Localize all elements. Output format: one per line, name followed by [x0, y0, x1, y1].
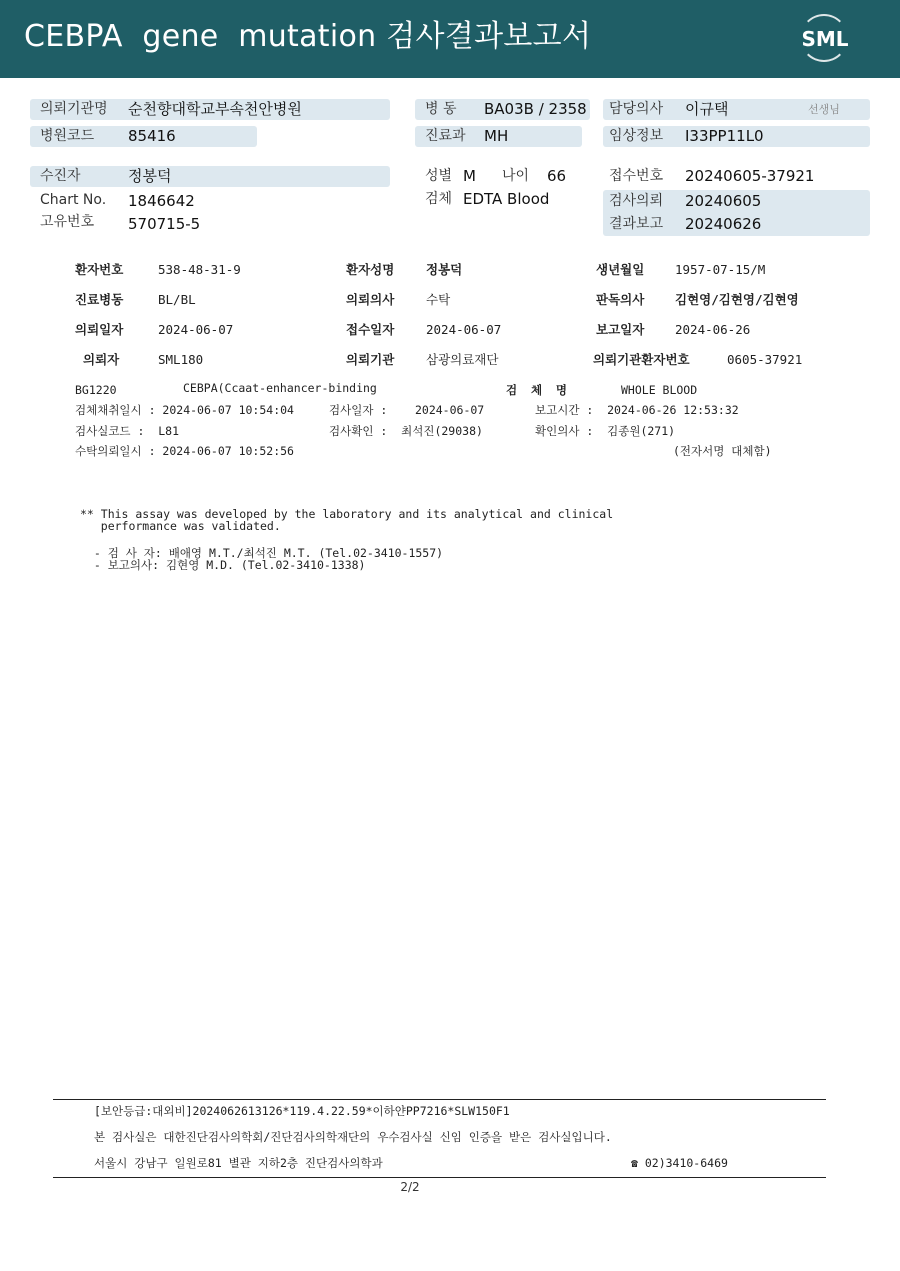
- institution-label: 의뢰기관명: [40, 101, 108, 117]
- birth-date-label: 생년월일: [596, 262, 645, 277]
- unique-no-value: 570715-5: [128, 215, 201, 233]
- department-label: 진료과: [425, 128, 466, 144]
- specimen-label: 검체: [425, 191, 453, 207]
- test-code: BG1220: [75, 383, 117, 397]
- address-line: 서울시 강남구 일원로81 별관 지하2층 진단검사의학과: [94, 1156, 383, 1170]
- report-title: CEBPA gene mutation 검사결과보고서: [24, 19, 592, 54]
- assay-note-line2: performance was validated.: [80, 519, 281, 533]
- specimen-value: EDTA Blood: [463, 190, 550, 208]
- sex-label: 성별: [425, 168, 453, 184]
- requesting-doctor-label: 의뢰의사: [346, 292, 395, 307]
- request-date-value: 2024-06-07: [158, 322, 234, 337]
- physician-label: 담당의사: [609, 101, 664, 117]
- sex-value: M: [463, 167, 476, 185]
- physician-suffix: 선생님: [808, 103, 840, 116]
- reporter-line: - 보고의사: 김현영 M.D. (Tel.02-3410-1338): [80, 558, 366, 572]
- requesting-institution-value: 삼광의료재단: [426, 352, 499, 367]
- physician-value: 이규택: [685, 100, 729, 118]
- specimen-name-value: WHOLE BLOOD: [621, 383, 698, 397]
- page-number: 2/2: [400, 1180, 420, 1194]
- hospital-code-label: 병원코드: [40, 128, 95, 144]
- phone-line: ☎ 02)3410-6469: [631, 1156, 728, 1170]
- age-label: 나이: [502, 168, 530, 184]
- specimen-name-label: 검 체 명: [506, 383, 568, 397]
- confirming-doctor: 확인의사 : 김종원(271): [535, 424, 676, 438]
- patient-bg: [30, 166, 390, 187]
- institution-value: 순천향대학교부속천안병원: [128, 100, 302, 118]
- requesting-doctor-value: 수탁: [426, 292, 451, 307]
- request-date-label: 의뢰일자: [75, 322, 124, 337]
- clinical-info-value: I33PP11L0: [685, 127, 764, 145]
- consignment-datetime: 수탁의뢰일시 : 2024-06-07 10:52:56: [75, 444, 294, 458]
- patient-no-label: 환자번호: [75, 262, 124, 277]
- result-report-value: 20240626: [685, 215, 762, 233]
- ward-typed-label: 진료병동: [75, 292, 124, 307]
- reading-doctor-label: 판독의사: [596, 292, 645, 307]
- requesting-institution-label: 의뢰기관: [346, 352, 395, 367]
- ward-typed-value: BL/BL: [158, 292, 196, 307]
- receipt-no-value: 20240605-37921: [685, 167, 815, 185]
- chart-no-label: Chart No.: [40, 192, 107, 208]
- test-name: CEBPA(Ccaat-enhancer-binding: [183, 381, 377, 395]
- collection-datetime: 검체채취일시 : 2024-06-07 10:54:04: [75, 403, 294, 417]
- patient-name-value: 정봉덕: [426, 262, 463, 277]
- birth-date-value: 1957-07-15/M: [675, 262, 766, 277]
- report-date-label: 보고일자: [596, 322, 645, 337]
- patient-value: 정봉덕: [128, 167, 172, 185]
- patient-name-label: 환자성명: [346, 262, 395, 277]
- test-date: 검사일자 : 2024-06-07: [329, 403, 485, 417]
- unique-no-label: 고유번호: [40, 214, 95, 230]
- tester-line: - 검 사 자: 배애영 M.T./최석진 M.T. (Tel.02-3410-1557): [80, 546, 444, 560]
- inst-patient-no-label: 의뢰기관환자번호: [593, 352, 690, 367]
- requester-value: SML180: [158, 352, 204, 367]
- ward-label: 병 동: [425, 101, 457, 117]
- result-report-label: 결과보고: [609, 216, 664, 232]
- report-header: [0, 0, 900, 78]
- footer-top-rule: [53, 1099, 826, 1100]
- chart-no-value: 1846642: [128, 192, 195, 210]
- clinical-info-label: 임상정보: [609, 128, 664, 144]
- security-line: [보안등급:대외비]2024062613126*119.4.22.59*이하얀PP7216*SLW150F1: [94, 1104, 510, 1118]
- requester-label: 의뢰자: [83, 352, 120, 367]
- inst-patient-no-value: 0605-37921: [727, 352, 803, 367]
- assay-note-line1: ** This assay was developed by the laboratory and its analytical and clinical: [80, 507, 614, 521]
- sml-logo: [796, 12, 854, 66]
- receipt-date-label: 접수일자: [346, 322, 395, 337]
- lab-code: 검사실코드 : L81: [75, 424, 180, 438]
- receipt-no-label: 접수번호: [609, 168, 664, 184]
- receipt-date-value: 2024-06-07: [426, 322, 502, 337]
- report-time: 보고시간 : 2024-06-26 12:53:32: [535, 403, 739, 417]
- e-signature-note: (전자서명 대체함): [673, 444, 772, 458]
- hospital-code-value: 85416: [128, 127, 176, 145]
- patient-label: 수진자: [40, 168, 81, 184]
- department-value: MH: [484, 127, 509, 145]
- report-date-value: 2024-06-26: [675, 322, 751, 337]
- certification-line: 본 검사실은 대한진단검사의학회/진단검사의학재단의 우수검사실 신임 인증을 받은 검사실입니다.: [94, 1130, 612, 1144]
- test-confirmer: 검사확인 : 최석진(29038): [329, 424, 483, 438]
- reading-doctor-value: 김현영/김현영/김현영: [675, 292, 799, 307]
- test-request-label: 검사의뢰: [609, 193, 664, 209]
- age-value: 66: [547, 167, 567, 185]
- footer-bottom-rule: [53, 1177, 826, 1178]
- logo-text: SML: [801, 27, 849, 51]
- ward-value: BA03B / 2358: [484, 100, 587, 118]
- test-request-value: 20240605: [685, 192, 762, 210]
- patient-no-value: 538-48-31-9: [158, 262, 241, 277]
